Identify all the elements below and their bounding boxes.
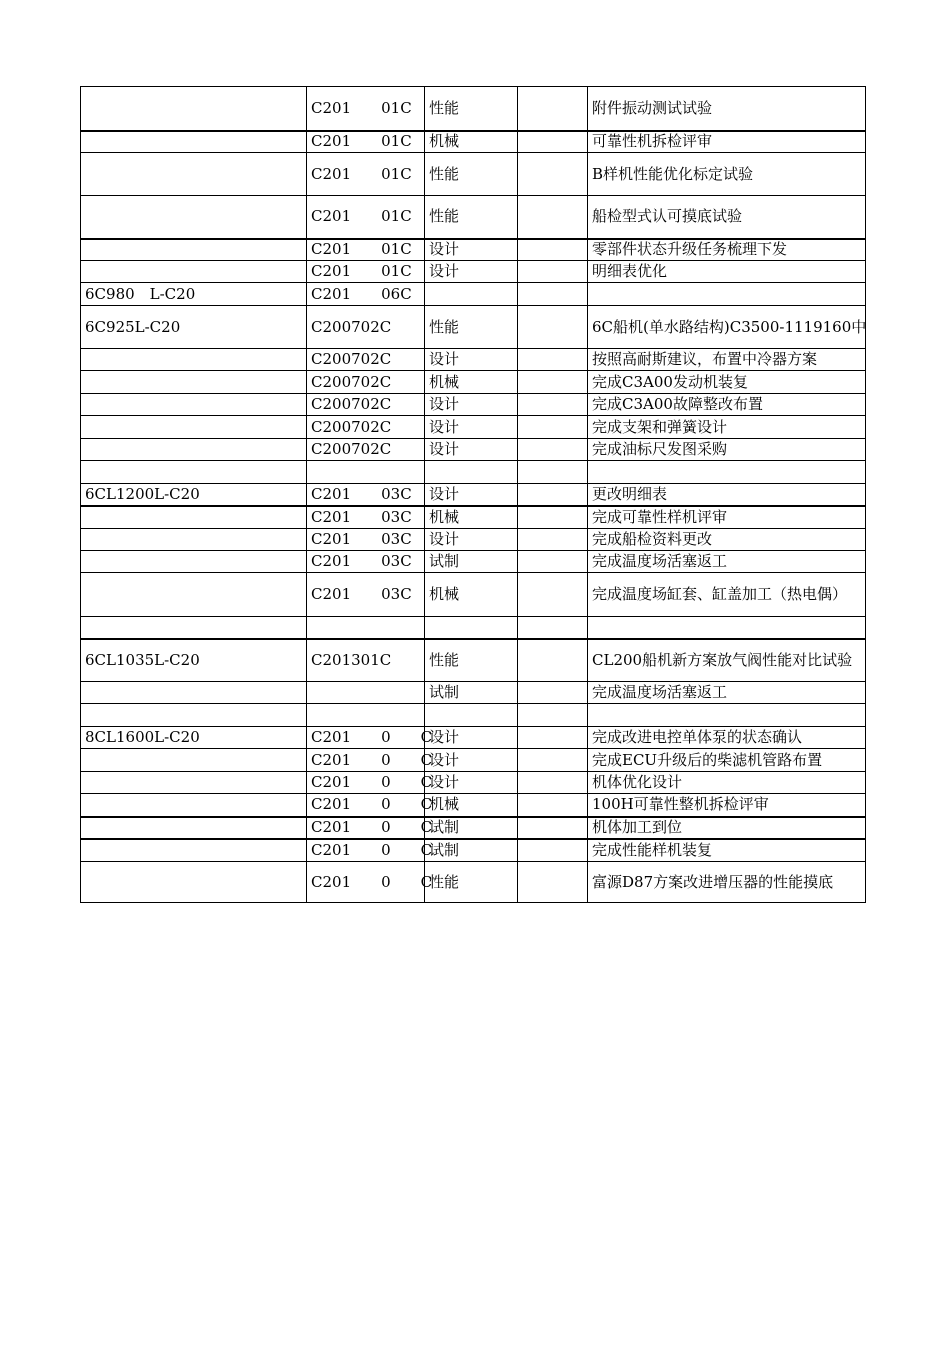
category-cell[interactable]: 设计 — [425, 416, 518, 439]
task-description-cell[interactable]: 机体优化设计 — [588, 772, 866, 794]
task-description-cell[interactable]: CL200船机新方案放气阀性能对比试验 — [588, 639, 866, 682]
task-description-cell[interactable]: 完成可靠性样机评审 — [588, 506, 866, 529]
task-description-cell[interactable]: 附件振动测试试验 — [588, 87, 866, 131]
engine-model-cell[interactable] — [81, 461, 307, 484]
table-row — [81, 416, 866, 439]
project-code-cell[interactable]: C200702C — [307, 394, 425, 416]
project-code-cell[interactable]: C201301C — [307, 639, 425, 682]
table-row — [81, 131, 866, 153]
task-description-cell[interactable]: 完成温度场活塞返工 — [588, 682, 866, 704]
table-row — [81, 862, 866, 903]
project-code-cell[interactable]: C201 01C — [307, 196, 425, 239]
engine-model-cell[interactable] — [81, 506, 307, 529]
table-row — [81, 529, 866, 551]
blank-cell[interactable] — [518, 529, 588, 551]
category-cell[interactable]: 机械 — [425, 794, 518, 817]
category-cell[interactable]: 设计 — [425, 394, 518, 416]
category-cell[interactable]: 性能 — [425, 306, 518, 349]
engine-model-cell[interactable] — [81, 416, 307, 439]
category-cell[interactable]: 机械 — [425, 573, 518, 617]
blank-cell[interactable] — [518, 794, 588, 817]
category-cell[interactable] — [425, 617, 518, 639]
blank-cell[interactable] — [518, 87, 588, 131]
engine-model-cell[interactable] — [81, 794, 307, 817]
task-description-cell[interactable] — [588, 461, 866, 484]
category-cell[interactable]: 试制 — [425, 817, 518, 839]
blank-cell[interactable] — [518, 817, 588, 839]
task-description-cell[interactable]: 明细表优化 — [588, 261, 866, 283]
task-description-cell[interactable]: 完成支架和弹簧设计 — [588, 416, 866, 439]
project-code-cell[interactable]: C201 03C — [307, 529, 425, 551]
task-description-cell[interactable]: 完成温度场活塞返工 — [588, 551, 866, 573]
category-cell[interactable]: 试制 — [425, 551, 518, 573]
engine-model-cell[interactable] — [81, 239, 307, 261]
engine-model-cell[interactable] — [81, 529, 307, 551]
engine-model-cell[interactable] — [81, 371, 307, 394]
project-code-cell[interactable]: C201 0 C — [307, 727, 425, 749]
engine-model-cell[interactable] — [81, 394, 307, 416]
work-plan-table — [80, 86, 866, 903]
blank-cell[interactable] — [518, 371, 588, 394]
project-code-cell[interactable] — [307, 704, 425, 727]
project-code-cell[interactable]: C201 03C — [307, 484, 425, 506]
blank-cell[interactable] — [518, 131, 588, 153]
engine-model-cell[interactable] — [81, 131, 307, 153]
blank-cell[interactable] — [518, 727, 588, 749]
engine-model-cell[interactable]: 6C925L-C20 — [81, 306, 307, 349]
engine-model-cell[interactable] — [81, 349, 307, 371]
blank-cell[interactable] — [518, 551, 588, 573]
category-cell[interactable]: 机械 — [425, 506, 518, 529]
table-row — [81, 772, 866, 794]
category-cell[interactable]: 设计 — [425, 261, 518, 283]
blank-cell[interactable] — [518, 416, 588, 439]
project-code-cell[interactable]: C201 01C — [307, 239, 425, 261]
table-body — [81, 87, 866, 903]
engine-model-cell[interactable] — [81, 839, 307, 862]
table-row — [81, 349, 866, 371]
project-code-cell[interactable]: C201 0 C — [307, 839, 425, 862]
task-description-cell[interactable]: 100H可靠性整机拆检评审 — [588, 794, 866, 817]
engine-model-cell[interactable] — [81, 617, 307, 639]
engine-model-cell[interactable] — [81, 87, 307, 131]
category-cell[interactable]: 设计 — [425, 772, 518, 794]
table-row — [81, 839, 866, 862]
blank-cell[interactable] — [518, 484, 588, 506]
blank-cell[interactable] — [518, 394, 588, 416]
blank-cell[interactable] — [518, 772, 588, 794]
project-code-cell[interactable]: C200702C — [307, 371, 425, 394]
task-description-cell[interactable]: 更改明细表 — [588, 484, 866, 506]
category-cell[interactable]: 设计 — [425, 529, 518, 551]
blank-cell[interactable] — [518, 704, 588, 727]
table-row — [81, 682, 866, 704]
category-cell[interactable]: 设计 — [425, 349, 518, 371]
category-cell[interactable]: 设计 — [425, 727, 518, 749]
blank-cell[interactable] — [518, 261, 588, 283]
table-row — [81, 506, 866, 529]
project-code-cell[interactable]: C201 03C — [307, 506, 425, 529]
category-cell[interactable]: 设计 — [425, 749, 518, 772]
category-cell[interactable]: 性能 — [425, 862, 518, 903]
task-description-cell[interactable]: 完成船检资料更改 — [588, 529, 866, 551]
engine-model-cell[interactable] — [81, 817, 307, 839]
project-code-cell[interactable]: C201 0 C — [307, 862, 425, 903]
category-cell[interactable] — [425, 704, 518, 727]
task-description-cell[interactable]: 可靠性机拆检评审 — [588, 131, 866, 153]
blank-cell[interactable] — [518, 839, 588, 862]
table-row — [81, 484, 866, 506]
category-cell[interactable]: 设计 — [425, 239, 518, 261]
task-description-cell[interactable] — [588, 283, 866, 306]
task-description-cell[interactable] — [588, 617, 866, 639]
table-row — [81, 439, 866, 461]
project-code-cell[interactable] — [307, 617, 425, 639]
blank-cell[interactable] — [518, 306, 588, 349]
engine-model-cell[interactable]: 6CL1035L-C20 — [81, 639, 307, 682]
task-description-cell[interactable]: 零部件状态升级任务梳理下发 — [588, 239, 866, 261]
table-row — [81, 617, 866, 639]
blank-cell[interactable] — [518, 196, 588, 239]
blank-cell[interactable] — [518, 617, 588, 639]
blank-cell[interactable] — [518, 573, 588, 617]
engine-model-cell[interactable] — [81, 439, 307, 461]
engine-model-cell[interactable] — [81, 573, 307, 617]
project-code-cell[interactable]: C201 01C — [307, 131, 425, 153]
engine-model-cell[interactable] — [81, 196, 307, 239]
table-row — [81, 394, 866, 416]
category-cell[interactable]: 性能 — [425, 87, 518, 131]
engine-model-cell[interactable] — [81, 261, 307, 283]
project-code-cell[interactable]: C200702C — [307, 349, 425, 371]
task-description-cell[interactable]: 船检型式认可摸底试验 — [588, 196, 866, 239]
project-code-cell[interactable]: C201 06C — [307, 283, 425, 306]
table-row — [81, 196, 866, 239]
table-row — [81, 727, 866, 749]
table-row — [81, 371, 866, 394]
table-row — [81, 749, 866, 772]
blank-cell[interactable] — [518, 862, 588, 903]
table-row — [81, 283, 866, 306]
blank-cell[interactable] — [518, 153, 588, 196]
blank-cell[interactable] — [518, 349, 588, 371]
engine-model-cell[interactable] — [81, 772, 307, 794]
category-cell[interactable]: 性能 — [425, 196, 518, 239]
project-code-cell[interactable]: C200702C — [307, 306, 425, 349]
engine-model-cell[interactable]: 6C980 L-C20 — [81, 283, 307, 306]
engine-model-cell[interactable]: 6CL1200L-C20 — [81, 484, 307, 506]
blank-cell[interactable] — [518, 461, 588, 484]
blank-cell[interactable] — [518, 239, 588, 261]
project-code-cell[interactable]: C200702C — [307, 416, 425, 439]
blank-cell[interactable] — [518, 682, 588, 704]
task-description-cell[interactable]: 完成ECU升级后的柴滤机管路布置 — [588, 749, 866, 772]
table-row — [81, 461, 866, 484]
table-row — [81, 704, 866, 727]
engine-model-cell[interactable]: 8CL1600L-C20 — [81, 727, 307, 749]
task-description-cell[interactable]: 完成改进电控单体泵的状态确认 — [588, 727, 866, 749]
engine-model-cell[interactable] — [81, 551, 307, 573]
table-row — [81, 153, 866, 196]
task-description-cell[interactable]: 完成油标尺发图采购 — [588, 439, 866, 461]
task-description-cell[interactable]: B样机性能优化标定试验 — [588, 153, 866, 196]
table-row — [81, 794, 866, 817]
project-code-cell[interactable]: C200702C — [307, 439, 425, 461]
table-row — [81, 639, 866, 682]
engine-model-cell[interactable] — [81, 682, 307, 704]
engine-model-cell[interactable] — [81, 749, 307, 772]
project-code-cell[interactable]: C201 03C — [307, 573, 425, 617]
category-cell[interactable]: 设计 — [425, 484, 518, 506]
project-code-cell[interactable]: C201 03C — [307, 551, 425, 573]
category-cell[interactable] — [425, 461, 518, 484]
category-cell[interactable]: 性能 — [425, 153, 518, 196]
project-code-cell[interactable]: C201 01C — [307, 153, 425, 196]
task-description-cell[interactable]: 富源D87方案改进增压器的性能摸底 — [588, 862, 866, 903]
table-row — [81, 239, 866, 261]
project-code-cell[interactable]: C201 01C — [307, 87, 425, 131]
task-description-cell[interactable]: 完成性能样机装复 — [588, 839, 866, 862]
table-row — [81, 573, 866, 617]
category-cell[interactable]: 试制 — [425, 839, 518, 862]
table-row — [81, 817, 866, 839]
task-description-cell[interactable]: 完成温度场缸套、缸盖加工（热电偶） — [588, 573, 866, 617]
category-cell[interactable]: 机械 — [425, 131, 518, 153]
task-description-cell[interactable]: 完成C3A00故障整改布置 — [588, 394, 866, 416]
task-description-cell[interactable]: 6C船机(单水路结构)C3500-1119160中 — [588, 306, 866, 349]
table-row — [81, 551, 866, 573]
project-code-cell[interactable]: C201 0 C — [307, 817, 425, 839]
task-description-cell[interactable]: 完成C3A00发动机装复 — [588, 371, 866, 394]
table-row — [81, 87, 866, 131]
engine-model-cell[interactable] — [81, 153, 307, 196]
project-code-cell[interactable]: C201 0 C — [307, 772, 425, 794]
blank-cell[interactable] — [518, 639, 588, 682]
engine-model-cell[interactable] — [81, 862, 307, 903]
category-cell[interactable]: 机械 — [425, 371, 518, 394]
blank-cell[interactable] — [518, 439, 588, 461]
project-code-cell[interactable]: C201 01C — [307, 261, 425, 283]
category-cell[interactable]: 试制 — [425, 682, 518, 704]
blank-cell[interactable] — [518, 506, 588, 529]
table-row — [81, 306, 866, 349]
project-code-cell[interactable]: C201 0 C — [307, 749, 425, 772]
category-cell[interactable]: 性能 — [425, 639, 518, 682]
engine-model-cell[interactable] — [81, 704, 307, 727]
category-cell[interactable] — [425, 283, 518, 306]
task-description-cell[interactable]: 按照高耐斯建议，布置中冷器方案 — [588, 349, 866, 371]
category-cell[interactable]: 设计 — [425, 439, 518, 461]
task-description-cell[interactable]: 机体加工到位 — [588, 817, 866, 839]
table-row — [81, 261, 866, 283]
task-description-cell[interactable] — [588, 704, 866, 727]
project-code-cell[interactable] — [307, 461, 425, 484]
project-code-cell[interactable]: C201 0 C — [307, 794, 425, 817]
blank-cell[interactable] — [518, 283, 588, 306]
project-code-cell[interactable] — [307, 682, 425, 704]
blank-cell[interactable] — [518, 749, 588, 772]
